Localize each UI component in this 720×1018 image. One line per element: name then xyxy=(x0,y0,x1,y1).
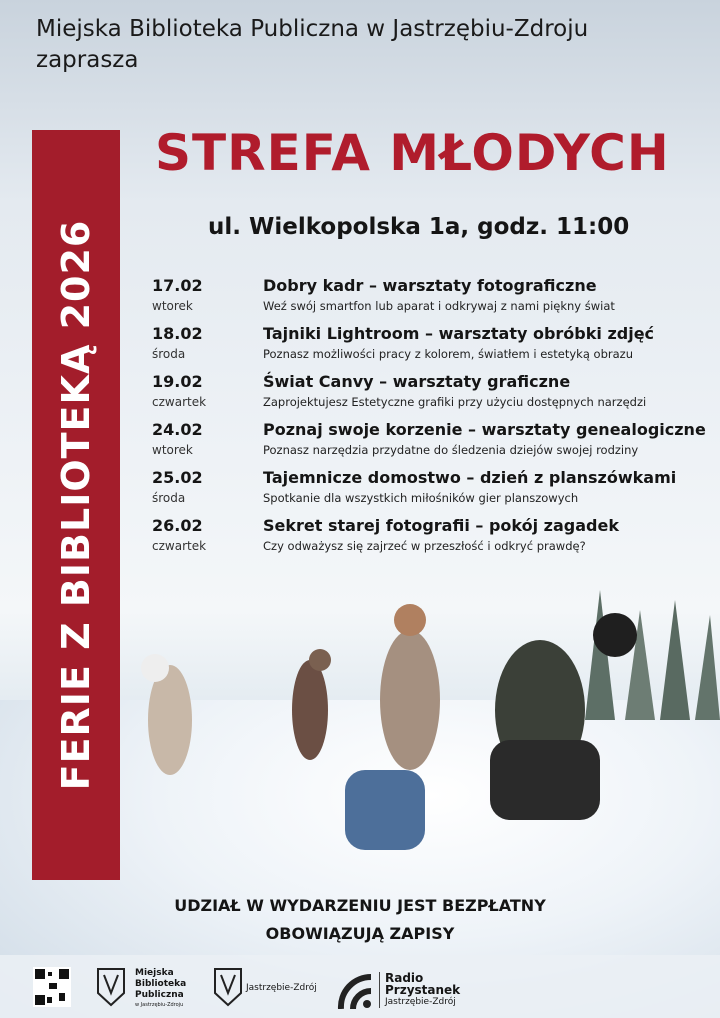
invite-text: zaprasza xyxy=(36,47,139,73)
schedule-item xyxy=(152,372,692,420)
event-day: czwartek xyxy=(152,539,207,553)
free-entry-note: UDZIAŁ W WYDARZENIU JEST BEZPŁATNY xyxy=(174,896,546,915)
library-crest-icon xyxy=(96,967,126,1007)
schedule-item xyxy=(152,324,692,372)
organizer-name: Miejska Biblioteka Publiczna w Jastrzębiu-Zdroju xyxy=(36,16,589,42)
event-name: Dobry kadr – warsztaty fotograficzne xyxy=(263,276,597,295)
library-logo-line: Publiczna xyxy=(135,990,184,1000)
event-date: 25.02 xyxy=(152,468,203,487)
schedule-item xyxy=(152,468,692,516)
library-logo-text xyxy=(135,968,186,1009)
event-day: środa xyxy=(152,347,186,361)
side-banner xyxy=(32,130,120,880)
event-description: Poznasz możliwości pracy z kolorem, światłem i estetyką obrazu xyxy=(263,347,633,361)
event-date: 19.02 xyxy=(152,372,203,391)
library-logo-line: Biblioteka xyxy=(135,979,187,989)
event-title: STREFA MŁODYCH xyxy=(155,124,670,182)
event-description: Weź swój smartfon lub aparat i odkrywaj z nami piękny świat xyxy=(263,299,615,313)
event-day: czwartek xyxy=(152,395,207,409)
event-name: Poznaj swoje korzenie – warsztaty genealogiczne xyxy=(263,420,706,439)
event-date: 18.02 xyxy=(152,324,203,343)
qr-code-icon[interactable] xyxy=(33,967,71,1007)
radio-logo-sub: Jastrzębie-Zdrój xyxy=(385,997,456,1007)
event-name: Świat Canvy – warsztaty graficzne xyxy=(263,372,571,391)
event-description: Poznasz narzędzia przydatne do śledzenia dziejów swojej rodziny xyxy=(263,443,639,457)
event-day: środa xyxy=(152,491,186,505)
event-date: 17.02 xyxy=(152,276,203,295)
banner-text: FERIE Z BIBLIOTEKĄ 2026 xyxy=(54,219,98,791)
event-day: wtorek xyxy=(152,299,193,313)
event-description: Spotkanie dla wszystkich miłośników gier planszowych xyxy=(263,491,579,505)
radio-logo-line: Radio xyxy=(385,971,424,985)
event-description: Czy odważysz się zajrzeć w przeszłość i odkryć prawdę? xyxy=(263,539,586,553)
event-day: wtorek xyxy=(152,443,193,457)
city-logo-text: Jastrzębie-Zdrój xyxy=(246,983,317,993)
schedule-item xyxy=(152,516,692,564)
event-date: 24.02 xyxy=(152,420,203,439)
radio-signal-icon xyxy=(337,973,375,1009)
radio-logo-line: Przystanek xyxy=(385,983,461,997)
event-name: Sekret starej fotografii – pokój zagadek xyxy=(263,516,619,535)
event-description: Zaprojektujesz Estetyczne grafiki przy użyciu dostępnych narzędzi xyxy=(263,395,647,409)
event-name: Tajemnicze domostwo – dzień z planszówkami xyxy=(263,468,677,487)
photo-people-playing-in-snow xyxy=(110,560,670,880)
city-crest-icon xyxy=(213,967,243,1007)
schedule-item xyxy=(152,276,692,324)
signup-note: OBOWIĄZUJĄ ZAPISY xyxy=(265,924,455,943)
event-date: 26.02 xyxy=(152,516,203,535)
library-logo-sub: w Jastrzębiu-Zdroju xyxy=(135,1002,184,1008)
footer-logos xyxy=(0,955,720,1018)
event-name: Tajniki Lightroom – warsztaty obróbki zdjęć xyxy=(263,324,655,343)
radio-logo-text xyxy=(379,972,460,1008)
organizer-header xyxy=(36,14,588,76)
library-logo-line: Miejska xyxy=(135,968,174,978)
address-time: ul. Wielkopolska 1a, godz. 11:00 xyxy=(208,214,630,240)
schedule-item xyxy=(152,420,706,468)
